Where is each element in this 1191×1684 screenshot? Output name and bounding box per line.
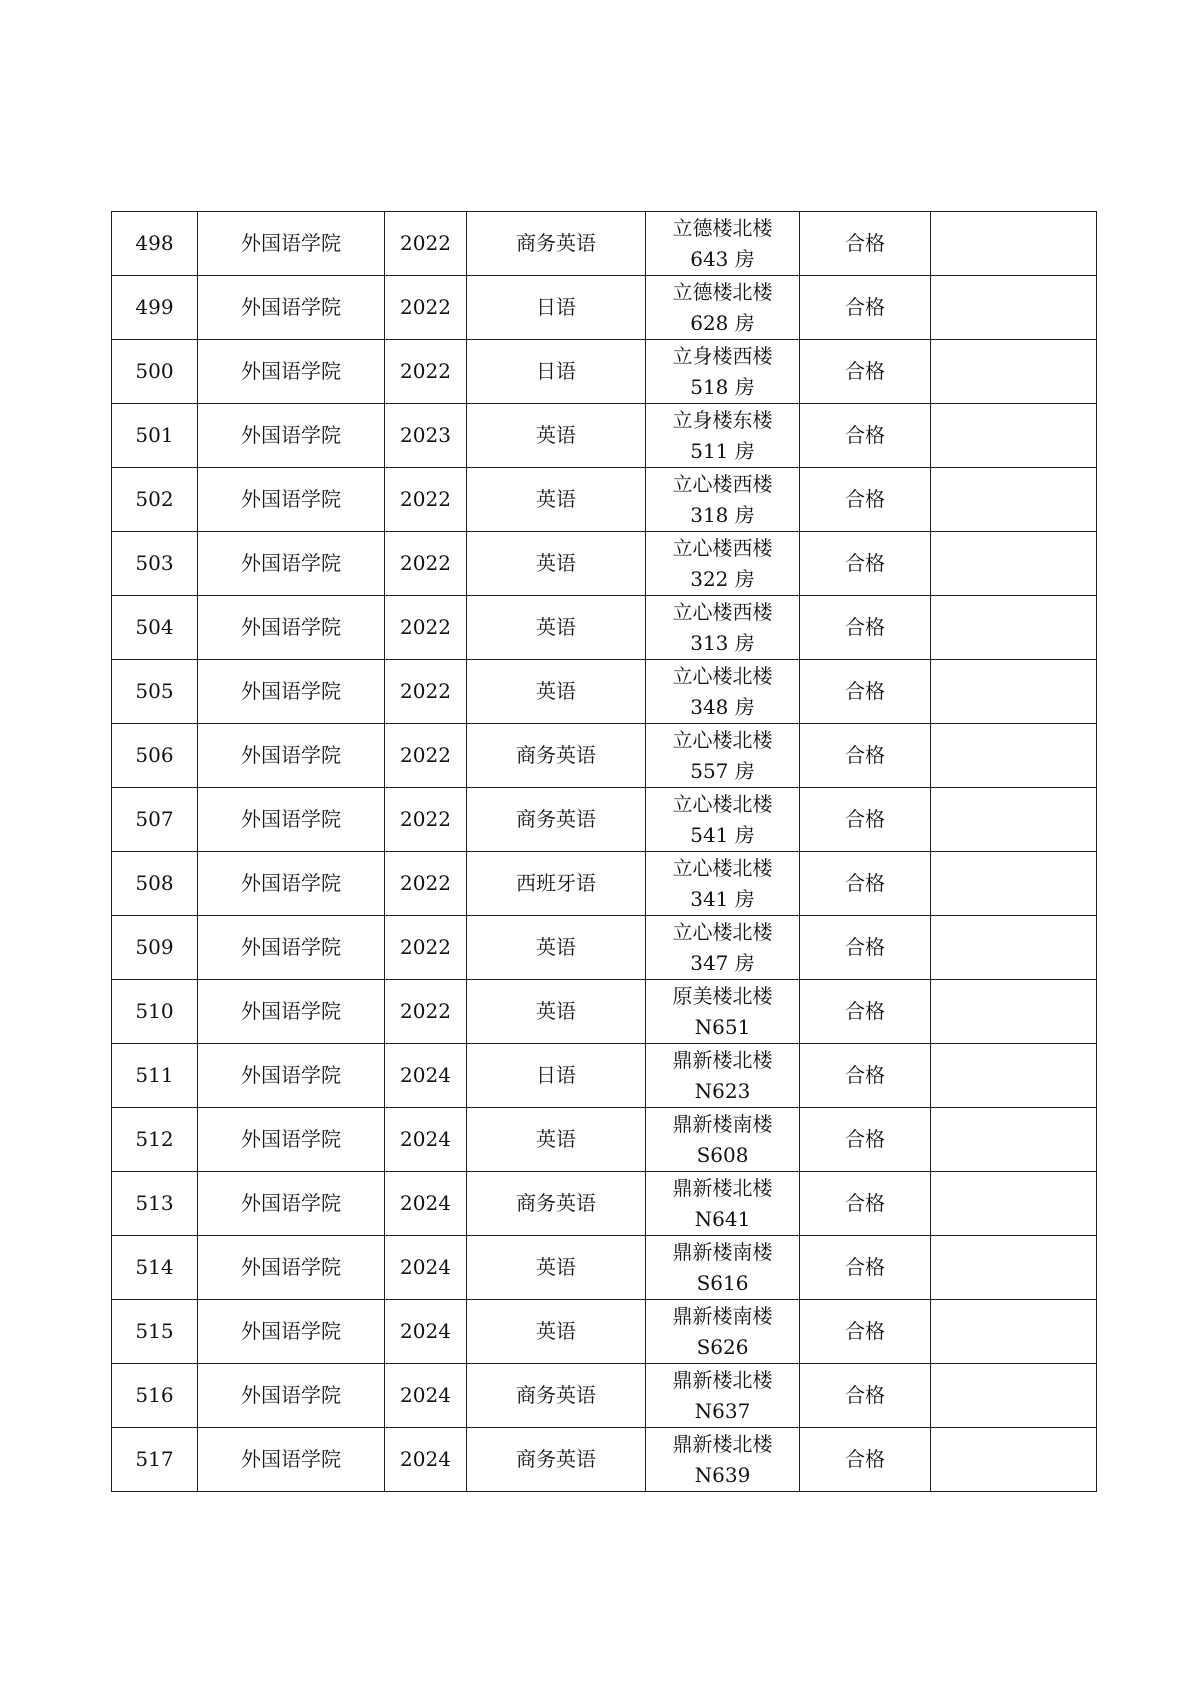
cell-year: 2024 (385, 1428, 467, 1492)
cell-major: 英语 (467, 980, 646, 1044)
room-number: S626 (696, 1334, 749, 1359)
room-number: 643 房 (690, 246, 755, 271)
cell-year: 2024 (385, 1172, 467, 1236)
cell-room (646, 340, 800, 404)
cell-remark (931, 1172, 1097, 1236)
cell-college: 外国语学院 (198, 788, 385, 852)
cell-number: 507 (112, 788, 198, 852)
room-building: 立德楼北楼 (672, 279, 773, 304)
cell-result: 合格 (800, 596, 931, 660)
room-building: 立身楼东楼 (672, 407, 773, 432)
cell-year: 2023 (385, 404, 467, 468)
cell-number: 498 (112, 212, 198, 276)
table-row (112, 916, 1097, 980)
room-building: 立心楼北楼 (672, 855, 773, 880)
cell-major: 商务英语 (467, 788, 646, 852)
cell-result: 合格 (800, 1428, 931, 1492)
room-building: 鼎新楼北楼 (672, 1367, 773, 1392)
cell-college: 外国语学院 (198, 1364, 385, 1428)
cell-year: 2022 (385, 532, 467, 596)
cell-number: 501 (112, 404, 198, 468)
cell-number: 511 (112, 1044, 198, 1108)
cell-number: 510 (112, 980, 198, 1044)
cell-result: 合格 (800, 980, 931, 1044)
room-number: S608 (696, 1142, 749, 1167)
cell-remark (931, 1364, 1097, 1428)
cell-major: 商务英语 (467, 1172, 646, 1236)
cell-room (646, 1364, 800, 1428)
cell-room (646, 596, 800, 660)
cell-year: 2024 (385, 1044, 467, 1108)
cell-result: 合格 (800, 660, 931, 724)
cell-year: 2022 (385, 724, 467, 788)
cell-number: 517 (112, 1428, 198, 1492)
cell-room (646, 276, 800, 340)
cell-remark (931, 1108, 1097, 1172)
cell-college: 外国语学院 (198, 1428, 385, 1492)
cell-year: 2022 (385, 340, 467, 404)
cell-result: 合格 (800, 1236, 931, 1300)
cell-result: 合格 (800, 340, 931, 404)
cell-major: 英语 (467, 1300, 646, 1364)
table-row (112, 852, 1097, 916)
cell-major: 英语 (467, 1236, 646, 1300)
cell-result: 合格 (800, 1300, 931, 1364)
table-body (112, 212, 1097, 1492)
table-row (112, 724, 1097, 788)
room-building: 立心楼西楼 (672, 535, 773, 560)
cell-number: 505 (112, 660, 198, 724)
cell-college: 外国语学院 (198, 852, 385, 916)
cell-number: 515 (112, 1300, 198, 1364)
room-number: 518 房 (690, 374, 755, 399)
cell-number: 506 (112, 724, 198, 788)
table-row (112, 1172, 1097, 1236)
room-number: 348 房 (690, 694, 755, 719)
cell-number: 502 (112, 468, 198, 532)
cell-college: 外国语学院 (198, 340, 385, 404)
cell-remark (931, 468, 1097, 532)
cell-room (646, 724, 800, 788)
table-row (112, 1236, 1097, 1300)
cell-number: 512 (112, 1108, 198, 1172)
cell-remark (931, 724, 1097, 788)
cell-major: 英语 (467, 596, 646, 660)
cell-room (646, 852, 800, 916)
cell-room (646, 1108, 800, 1172)
room-building: 立心楼北楼 (672, 727, 773, 752)
cell-year: 2024 (385, 1236, 467, 1300)
cell-result: 合格 (800, 1044, 931, 1108)
table-row (112, 1428, 1097, 1492)
cell-room (646, 468, 800, 532)
cell-result: 合格 (800, 788, 931, 852)
room-number: 322 房 (690, 566, 755, 591)
room-number: 557 房 (690, 758, 755, 783)
cell-result: 合格 (800, 724, 931, 788)
cell-college: 外国语学院 (198, 916, 385, 980)
cell-room (646, 404, 800, 468)
cell-result: 合格 (800, 468, 931, 532)
room-number: N651 (694, 1014, 751, 1039)
cell-number: 514 (112, 1236, 198, 1300)
room-number: 628 房 (690, 310, 755, 335)
room-number: N641 (694, 1206, 751, 1231)
cell-major: 英语 (467, 532, 646, 596)
cell-year: 2022 (385, 916, 467, 980)
room-number: 341 房 (690, 886, 755, 911)
cell-room (646, 916, 800, 980)
cell-result: 合格 (800, 916, 931, 980)
room-number: S616 (696, 1270, 749, 1295)
cell-major: 英语 (467, 1108, 646, 1172)
room-building: 原美楼北楼 (672, 983, 773, 1008)
room-building: 立身楼西楼 (672, 343, 773, 368)
table-row (112, 1108, 1097, 1172)
room-building: 鼎新楼南楼 (672, 1303, 773, 1328)
table-row (112, 1300, 1097, 1364)
cell-room (646, 1428, 800, 1492)
cell-room (646, 660, 800, 724)
table-row (112, 660, 1097, 724)
cell-year: 2022 (385, 660, 467, 724)
room-building: 立德楼北楼 (672, 215, 773, 240)
cell-room (646, 788, 800, 852)
cell-remark (931, 1428, 1097, 1492)
cell-remark (931, 404, 1097, 468)
room-number: N639 (694, 1462, 751, 1487)
table-row (112, 276, 1097, 340)
cell-year: 2022 (385, 276, 467, 340)
room-building: 立心楼北楼 (672, 919, 773, 944)
cell-major: 商务英语 (467, 1428, 646, 1492)
table-row (112, 404, 1097, 468)
cell-year: 2022 (385, 468, 467, 532)
cell-number: 500 (112, 340, 198, 404)
cell-college: 外国语学院 (198, 1044, 385, 1108)
cell-room (646, 1236, 800, 1300)
room-number: 541 房 (690, 822, 755, 847)
table-row (112, 340, 1097, 404)
cell-remark (931, 788, 1097, 852)
cell-remark (931, 1044, 1097, 1108)
cell-number: 503 (112, 532, 198, 596)
room-building: 鼎新楼南楼 (672, 1239, 773, 1264)
room-number: 318 房 (690, 502, 755, 527)
cell-year: 2024 (385, 1108, 467, 1172)
cell-college: 外国语学院 (198, 532, 385, 596)
cell-remark (931, 340, 1097, 404)
cell-college: 外国语学院 (198, 724, 385, 788)
cell-year: 2022 (385, 980, 467, 1044)
cell-year: 2024 (385, 1364, 467, 1428)
room-number: N623 (694, 1078, 751, 1103)
room-number: 347 房 (690, 950, 755, 975)
cell-remark (931, 1236, 1097, 1300)
cell-remark (931, 596, 1097, 660)
cell-college: 外国语学院 (198, 1236, 385, 1300)
table-row (112, 1044, 1097, 1108)
cell-room (646, 980, 800, 1044)
cell-major: 日语 (467, 1044, 646, 1108)
cell-remark (931, 980, 1097, 1044)
cell-college: 外国语学院 (198, 1300, 385, 1364)
cell-result: 合格 (800, 276, 931, 340)
room-building: 立心楼西楼 (672, 599, 773, 624)
table-row (112, 788, 1097, 852)
cell-college: 外国语学院 (198, 1172, 385, 1236)
cell-major: 商务英语 (467, 212, 646, 276)
room-building: 立心楼北楼 (672, 663, 773, 688)
cell-remark (931, 276, 1097, 340)
cell-room (646, 1300, 800, 1364)
table-row (112, 212, 1097, 276)
cell-college: 外国语学院 (198, 596, 385, 660)
cell-remark (931, 212, 1097, 276)
cell-remark (931, 660, 1097, 724)
cell-major: 英语 (467, 404, 646, 468)
cell-major: 英语 (467, 916, 646, 980)
cell-number: 508 (112, 852, 198, 916)
cell-remark (931, 1300, 1097, 1364)
cell-result: 合格 (800, 1108, 931, 1172)
cell-number: 513 (112, 1172, 198, 1236)
cell-college: 外国语学院 (198, 660, 385, 724)
table-row (112, 1364, 1097, 1428)
room-number: 511 房 (690, 438, 755, 463)
cell-college: 外国语学院 (198, 276, 385, 340)
cell-room (646, 532, 800, 596)
room-building: 立心楼西楼 (672, 471, 773, 496)
cell-result: 合格 (800, 404, 931, 468)
cell-college: 外国语学院 (198, 980, 385, 1044)
cell-major: 商务英语 (467, 1364, 646, 1428)
cell-number: 499 (112, 276, 198, 340)
cell-year: 2022 (385, 852, 467, 916)
cell-college: 外国语学院 (198, 1108, 385, 1172)
cell-result: 合格 (800, 1172, 931, 1236)
cell-college: 外国语学院 (198, 212, 385, 276)
cell-major: 英语 (467, 468, 646, 532)
cell-room (646, 1044, 800, 1108)
cell-result: 合格 (800, 852, 931, 916)
cell-year: 2022 (385, 596, 467, 660)
cell-year: 2022 (385, 212, 467, 276)
table-row (112, 532, 1097, 596)
cell-number: 516 (112, 1364, 198, 1428)
cell-major: 日语 (467, 276, 646, 340)
cell-college: 外国语学院 (198, 468, 385, 532)
room-building: 立心楼北楼 (672, 791, 773, 816)
cell-remark (931, 532, 1097, 596)
cell-remark (931, 916, 1097, 980)
cell-result: 合格 (800, 1364, 931, 1428)
cell-result: 合格 (800, 212, 931, 276)
cell-year: 2024 (385, 1300, 467, 1364)
room-number: 313 房 (690, 630, 755, 655)
table-row (112, 468, 1097, 532)
cell-number: 509 (112, 916, 198, 980)
cell-result: 合格 (800, 532, 931, 596)
cell-remark (931, 852, 1097, 916)
table-row (112, 980, 1097, 1044)
cell-room (646, 1172, 800, 1236)
room-building: 鼎新楼南楼 (672, 1111, 773, 1136)
room-building: 鼎新楼北楼 (672, 1047, 773, 1072)
cell-major: 英语 (467, 660, 646, 724)
room-number: N637 (694, 1398, 751, 1423)
cell-college: 外国语学院 (198, 404, 385, 468)
cell-major: 日语 (467, 340, 646, 404)
cell-year: 2022 (385, 788, 467, 852)
room-building: 鼎新楼北楼 (672, 1175, 773, 1200)
cell-room (646, 212, 800, 276)
cell-number: 504 (112, 596, 198, 660)
table-row (112, 596, 1097, 660)
dormitory-inspection-table (111, 211, 1097, 1492)
cell-major: 商务英语 (467, 724, 646, 788)
room-building: 鼎新楼北楼 (672, 1431, 773, 1456)
cell-major: 西班牙语 (467, 852, 646, 916)
